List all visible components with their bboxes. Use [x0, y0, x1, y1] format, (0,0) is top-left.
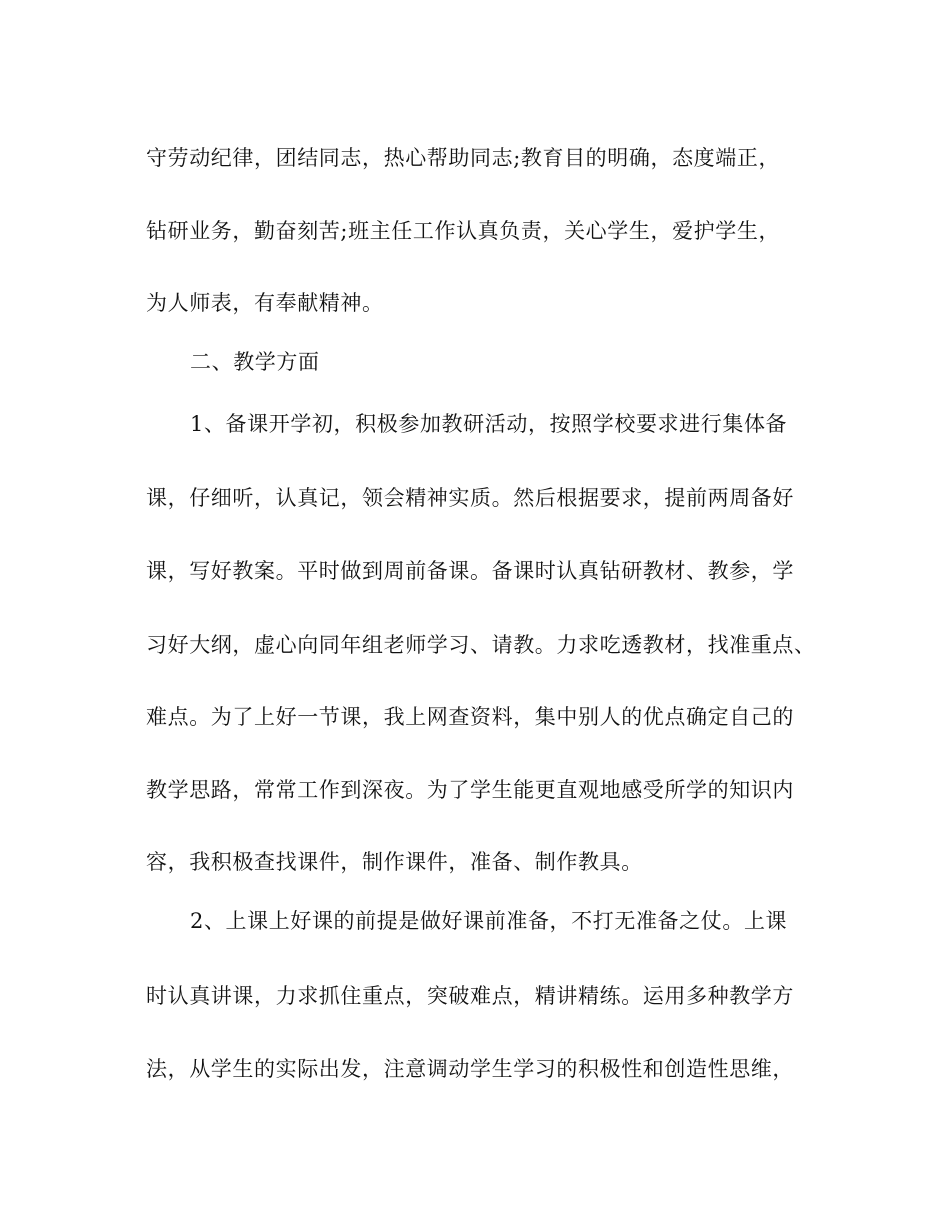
text-line: 为人师表，有奉献精神。	[146, 291, 384, 315]
text-line: 容，我积极查找课件，制作课件，准备、制作教具。	[146, 850, 643, 874]
section-heading: 二、教学方面	[190, 350, 320, 374]
text-line: 守劳动纪律，团结同志，热心帮助同志;教育目的明确，态度端正，	[146, 146, 781, 170]
text-line: 课，写好教案。平时做到周前备课。备课时认真钻研教材、教参，学	[146, 559, 794, 583]
text-line: 难点。为了上好一节课，我上网查资料，集中别人的优点确定自己的	[146, 705, 794, 729]
text-line: 教学思路，常常工作到深夜。为了学生能更直观地感受所学的知识内	[146, 778, 794, 802]
text-line: 钻研业务，勤奋刻苦;班主任工作认真负责，关心学生，爱护学生，	[146, 219, 781, 243]
text-line: 习好大纲，虚心向同年组老师学习、请教。力求吃透教材，找准重点、	[146, 633, 816, 657]
text-line: 时认真讲课，力求抓住重点，突破难点，精讲精练。运用多种教学方	[146, 984, 794, 1008]
text-line: 1、备课开学初，积极参加教研活动，按照学校要求进行集体备	[190, 412, 788, 436]
text-line: 法，从学生的实际出发，注意调动学生学习的积极性和创造性思维，	[146, 1057, 794, 1081]
text-line: 2、上课上好课的前提是做好课前准备，不打无准备之仗。上课	[190, 909, 788, 933]
text-line: 课，仔细听，认真记，领会精神实质。然后根据要求，提前两周备好	[146, 486, 794, 510]
